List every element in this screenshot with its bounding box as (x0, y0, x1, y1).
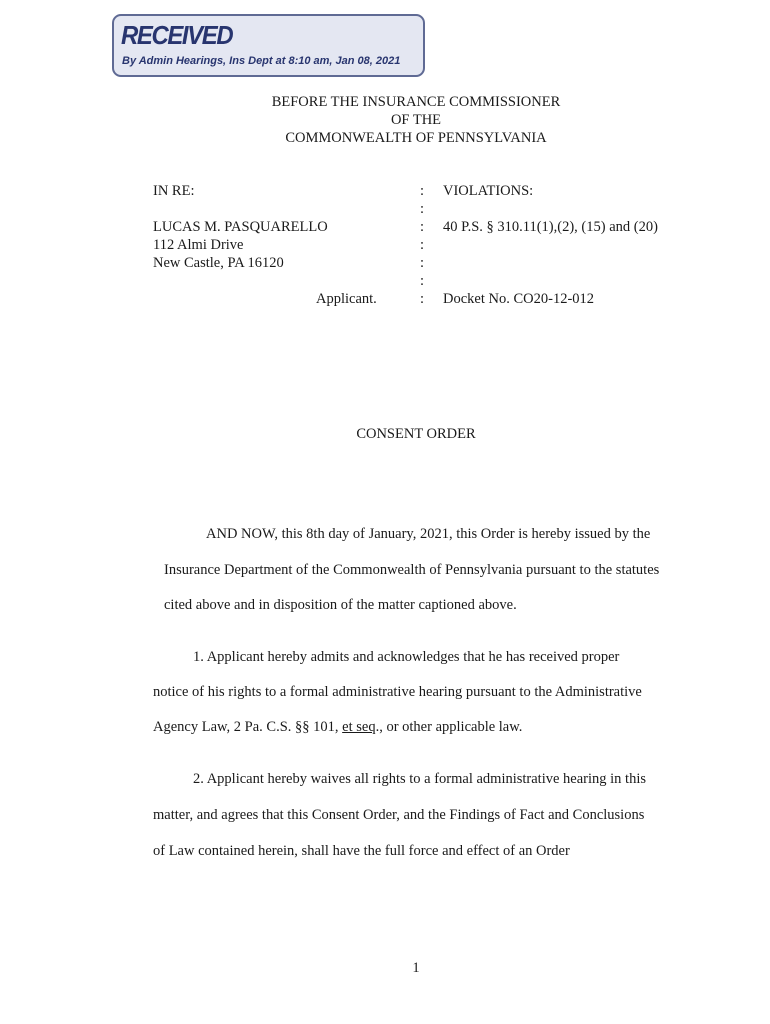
document-title: CONSENT ORDER (356, 426, 476, 442)
stamp-subtitle: By Admin Hearings, Ins Dept at 8:10 am, Jan 08, 2021 (122, 55, 401, 67)
para1-line-2: notice of his rights to a formal administrative hearing pursuant to the Administrative (153, 684, 642, 700)
applicant-address-2: New Castle, PA 16120 (153, 255, 284, 271)
caption-colon: : (420, 273, 425, 289)
received-stamp (112, 14, 425, 77)
in-re-label: IN RE: (153, 183, 195, 199)
caption-colon: : (420, 291, 425, 307)
caption-colon: : (420, 237, 425, 253)
header-line-2: OF THE (390, 112, 442, 128)
caption-colon: : (420, 201, 425, 217)
et-seq-citation: et seq (342, 719, 376, 735)
party-label: Applicant. (316, 291, 377, 307)
caption-colon: : (420, 183, 425, 199)
page-number: 1 (412, 960, 420, 976)
caption-colon: : (420, 255, 425, 271)
para1-line-3 (153, 719, 522, 736)
para1-line-3-post: ., or other applicable law. (375, 719, 523, 735)
para2-line-2: matter, and agrees that this Consent Order, and the Findings of Fact and Conclusions (153, 807, 645, 823)
para1-line-1: 1. Applicant hereby admits and acknowledges that he has received proper (193, 649, 620, 665)
applicant-address-1: 112 Almi Drive (153, 237, 244, 253)
stamp-title: RECEIVED (121, 20, 233, 50)
violations-label: VIOLATIONS: (443, 183, 534, 199)
intro-line-3: cited above and in disposition of the matter captioned above. (164, 597, 517, 613)
intro-line-2: Insurance Department of the Commonwealth of Pennsylvania pursuant to the statutes (164, 562, 660, 578)
header-line-3: COMMONWEALTH OF PENNSYLVANIA (285, 130, 547, 146)
applicant-name: LUCAS M. PASQUARELLO (153, 219, 328, 235)
caption-colon: : (420, 219, 425, 235)
para2-line-1: 2. Applicant hereby waives all rights to a formal administrative hearing in this (193, 771, 647, 787)
para1-line-3-pre: Agency Law, 2 Pa. C.S. §§ 101, (153, 719, 343, 735)
violations-statute: 40 P.S. § 310.11(1),(2), (15) and (20) (443, 219, 658, 235)
para2-line-3: of Law contained herein, shall have the full force and effect of an Order (153, 843, 570, 859)
docket-number: Docket No. CO20-12-012 (443, 291, 595, 307)
header-line-1: BEFORE THE INSURANCE COMMISSIONER (271, 94, 561, 110)
intro-line-1: AND NOW, this 8th day of January, 2021, this Order is hereby issued by the (206, 526, 651, 542)
